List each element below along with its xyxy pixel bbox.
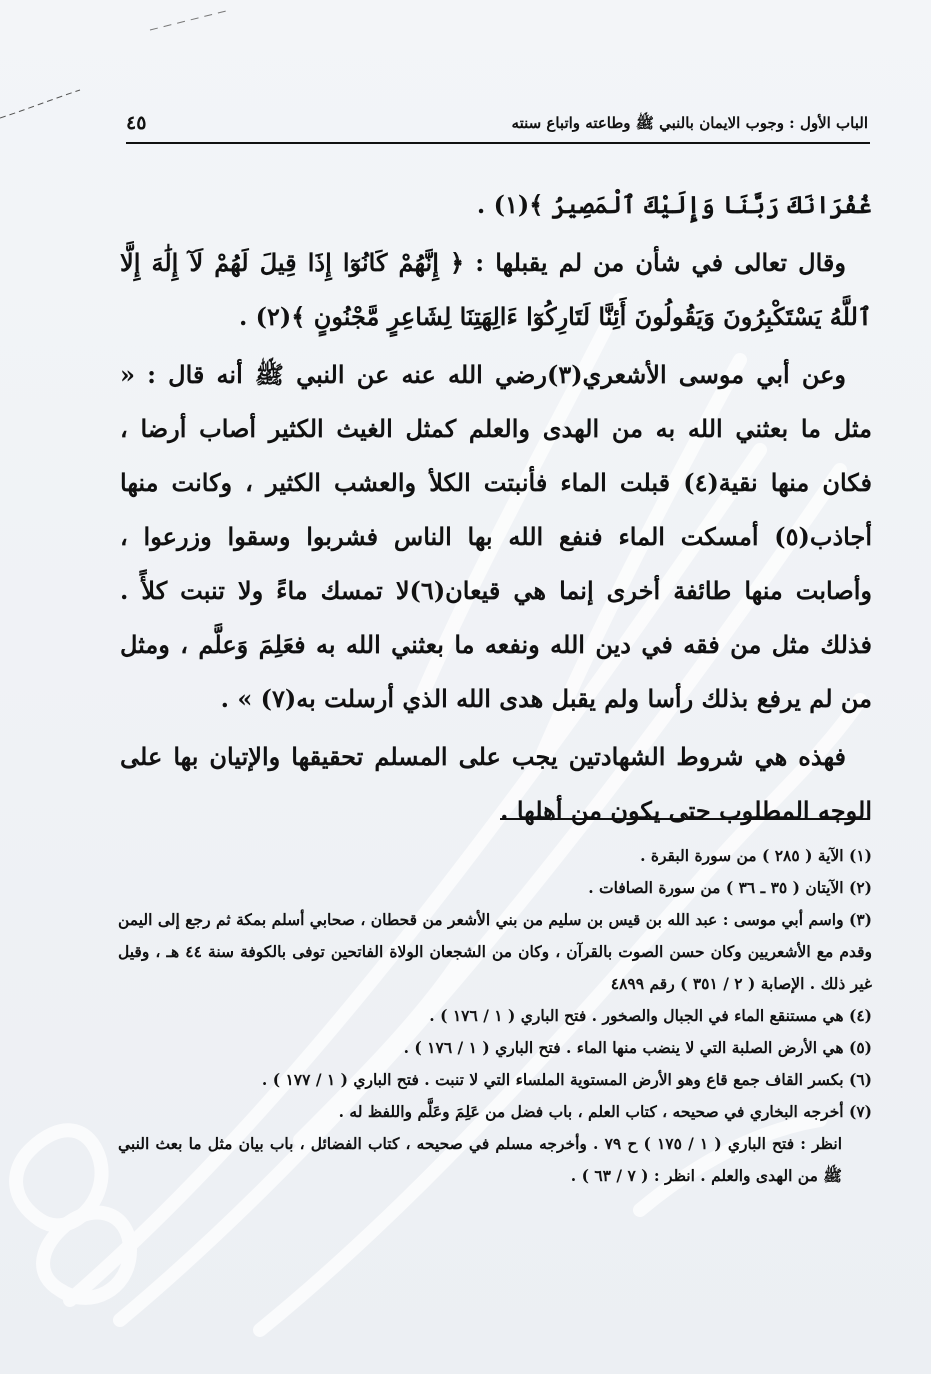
running-header	[126, 108, 868, 140]
footnote-rule	[500, 818, 870, 820]
header-rule	[126, 142, 870, 144]
footnote-5: (٥) هي الأرض الصلبة التي لا ينضب منها الماء . فتح الباري ( ١ / ١٧٦ ) .	[403, 1038, 872, 1057]
footnote-7: (٧) أخرجه البخاري في صحيحه ، كتاب العلم ، باب فضل من عَلِمَ وعَلَّم واللفظ له .	[338, 1102, 872, 1121]
paragraph-hadith: وعن أبي موسى الأشعري(٣)رضي الله عنه عن النبي ﷺ أنه قال : « مثل ما بعثني الله به من الهدى والعلم كمثل الغيث الكثير أصاب أرضا ، فكان منها نقية(٤) قبلت الماء فأنبتت الكلأ والعشب الكثير ، وكانت منها أجاذب(٥) أمسكت الماء فنفع الله بها الناس فشربوا وسقوا وزرعوا ، وأصابت منها طائفة أخرى إنما هي قيعان(٦)لا تمسك ماءً ولا تنبت كلأً . فذلك مثل من فقه في دين الله ونفعه ما بعثني الله به فعَلِمَ وَعلَّم ، ومثل من لم يرفع بذلك رأسا ولم يقبل هدى الله الذي أرسلت به(٧) » .	[120, 360, 873, 713]
footnote-2: (٢) الآيتان ( ٣٥ ـ ٣٦ ) من سورة الصافات .	[588, 878, 872, 897]
footnote-7-continuation: انظر : فتح الباري ( ١ / ١٧٥ ) ح ٧٩ . وأخرجه مسلم في صحيحه ، كتاب الفضائل ، باب بيان مثل ما بعث النبي ﷺ من الهدى والعلم . انظر : ( ٧ / ٦٣ ) .	[118, 1134, 842, 1185]
main-text	[120, 178, 872, 842]
chapter-title: الباب الأول : وجوب الايمان بالنبي ﷺ وطاعته واتباع سنته	[511, 114, 868, 132]
footnotes	[118, 840, 872, 1192]
paragraph-conclusion: فهذه هي شروط الشهادتين يجب على المسلم تحقيقها والإتيان بها على الوجه المطلوب حتى يكون من أهلها .	[120, 742, 872, 825]
footnote-4: (٤) هي مستنقع الماء في الجبال والصخور . فتح الباري ( ١ / ١٧٦ ) .	[429, 1006, 872, 1025]
paragraph-verse-end: غُفْرَانَكَ رَبَّنَا وَإِلَيْكَ ٱلْمَصِيرُ ﴾(١) .	[476, 190, 872, 219]
paragraph-quran-quote: وقال تعالى في شأن من لم يقبلها : ﴿ إِنَّهُمْ كَانُوٓا إِذَا قِيلَ لَهُمْ لَآ إِلَٰهَ إِلَّا ٱللَّهُ يَسْتَكْبِرُونَ وَيَقُولُونَ أَئِنَّا لَتَارِكُوٓا ءَالِهَتِنَا لِشَاعِرٍ مَّجْنُونٍ ﴾(٢) .	[120, 248, 872, 331]
page-number: ٤٥	[126, 112, 147, 134]
footnote-3: (٣) واسم أبي موسى : عبد الله بن قيس بن سليم من بني الأشعر من قحطان ، صحابي أسلم بمكة ثم رجع إلى اليمن وقدم مع الأشعريين وكان حسن الصوت بالقرآن ، وكان من الشجعان الولاة الفاتحين توفى بالكوفة سنة ٤٤ هـ ، وقيل غير ذلك . الإصابة ( ٢ / ٣٥١ ) رقم ٤٨٩٩	[118, 910, 873, 993]
footnote-1: (١) الآية ( ٢٨٥ ) من سورة البقرة .	[640, 846, 872, 865]
footnote-6: (٦) بكسر القاف جمع قاع وهو الأرض المستوية الملساء التي لا تنبت . فتح الباري ( ١ / ١٧٧ ) .	[261, 1070, 872, 1089]
